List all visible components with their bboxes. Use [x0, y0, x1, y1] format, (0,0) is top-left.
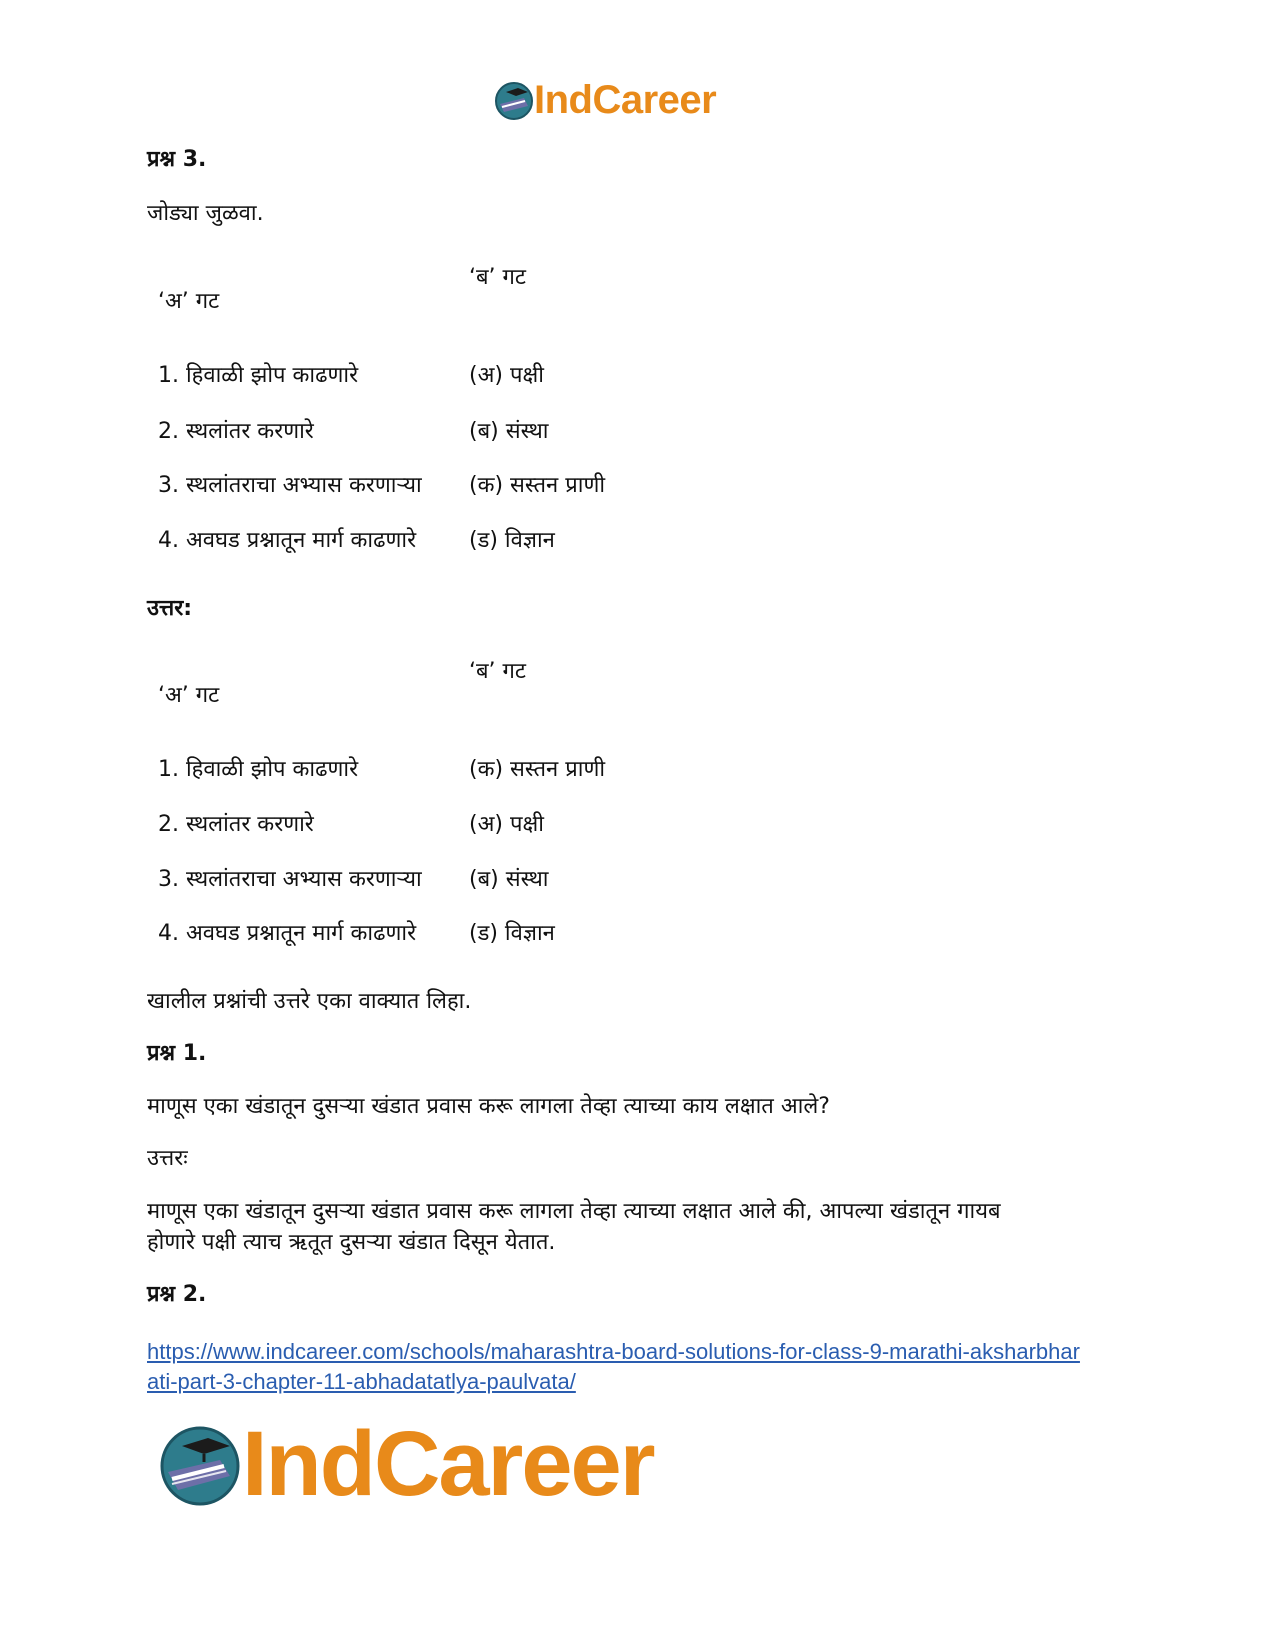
q1-heading: प्रश्न 1.	[147, 1041, 207, 1066]
q3-answer-col-b-header: ‘ब’ गट	[469, 659, 527, 684]
q3-answer-row-3-b: (ब) संस्था	[469, 867, 549, 892]
q3-col-b-header: ‘ब’ गट	[469, 265, 527, 290]
q3-col-a-header: ‘अ’ गट	[158, 289, 220, 314]
header-logo	[494, 78, 716, 123]
q3-answer-row-4-b: (ड) विज्ञान	[469, 921, 555, 946]
q3-heading: प्रश्न 3.	[147, 147, 207, 172]
q3-answer-row-2-a: 2. स्थलांतर करणारे	[158, 812, 314, 837]
globe-book-icon	[158, 1422, 242, 1508]
footer-url-line-1[interactable]: https://www.indcareer.com/schools/maharashtra-board-solutions-for-class-9-marathi-aksharbhar	[147, 1339, 1080, 1364]
q3-answer-row-3-a: 3. स्थलांतराचा अभ्यास करणाऱ्या	[158, 867, 422, 892]
logo-wordmark: IndCareer	[534, 78, 717, 122]
q3-row-4-a: 4. अवघड प्रश्नातून मार्ग काढणारे	[158, 528, 417, 553]
logo-wordmark: IndCareer	[242, 1413, 654, 1515]
q3-instruction: जोड्या जुळवा.	[147, 201, 264, 226]
q3-row-2-b: (ब) संस्था	[469, 419, 549, 444]
q3-answer-label: उत्तर:	[147, 596, 193, 621]
q3-answer-row-4-a: 4. अवघड प्रश्नातून मार्ग काढणारे	[158, 921, 417, 946]
q3-row-2-a: 2. स्थलांतर करणारे	[158, 419, 314, 444]
q1-text: माणूस एका खंडातून दुसऱ्या खंडात प्रवास करू लागला तेव्हा त्याच्या काय लक्षात आले?	[147, 1094, 830, 1119]
footer-url-line-2[interactable]: ati-part-3-chapter-11-abhadatatlya-paulvata/	[147, 1369, 576, 1394]
q2-heading: प्रश्न 2.	[147, 1282, 207, 1307]
globe-book-icon	[494, 80, 534, 122]
q3-answer-row-2-b: (अ) पक्षी	[469, 812, 544, 837]
section2-instruction: खालील प्रश्नांची उत्तरे एका वाक्यात लिहा.	[147, 989, 472, 1014]
q3-row-4-b: (ड) विज्ञान	[469, 528, 555, 553]
q1-answer-line-2: होणारे पक्षी त्याच ऋतूत दुसऱ्या खंडात दिसून येतात.	[147, 1230, 556, 1255]
q1-answer-label: उत्तरः	[147, 1146, 188, 1171]
q3-answer-row-1-a: 1. हिवाळी झोप काढणारे	[158, 757, 359, 782]
q3-answer-row-1-b: (क) सस्तन प्राणी	[469, 757, 606, 782]
q3-row-1-b: (अ) पक्षी	[469, 363, 544, 388]
q3-row-3-b: (क) सस्तन प्राणी	[469, 473, 606, 498]
q3-row-1-a: 1. हिवाळी झोप काढणारे	[158, 363, 359, 388]
q3-row-3-a: 3. स्थलांतराचा अभ्यास करणाऱ्या	[158, 473, 422, 498]
q1-answer-line-1: माणूस एका खंडातून दुसऱ्या खंडात प्रवास करू लागला तेव्हा त्याच्या लक्षात आले की, आपल्या खंडातून गायब	[147, 1199, 1001, 1224]
footer-logo	[158, 1412, 654, 1517]
q3-answer-col-a-header: ‘अ’ गट	[158, 683, 220, 708]
